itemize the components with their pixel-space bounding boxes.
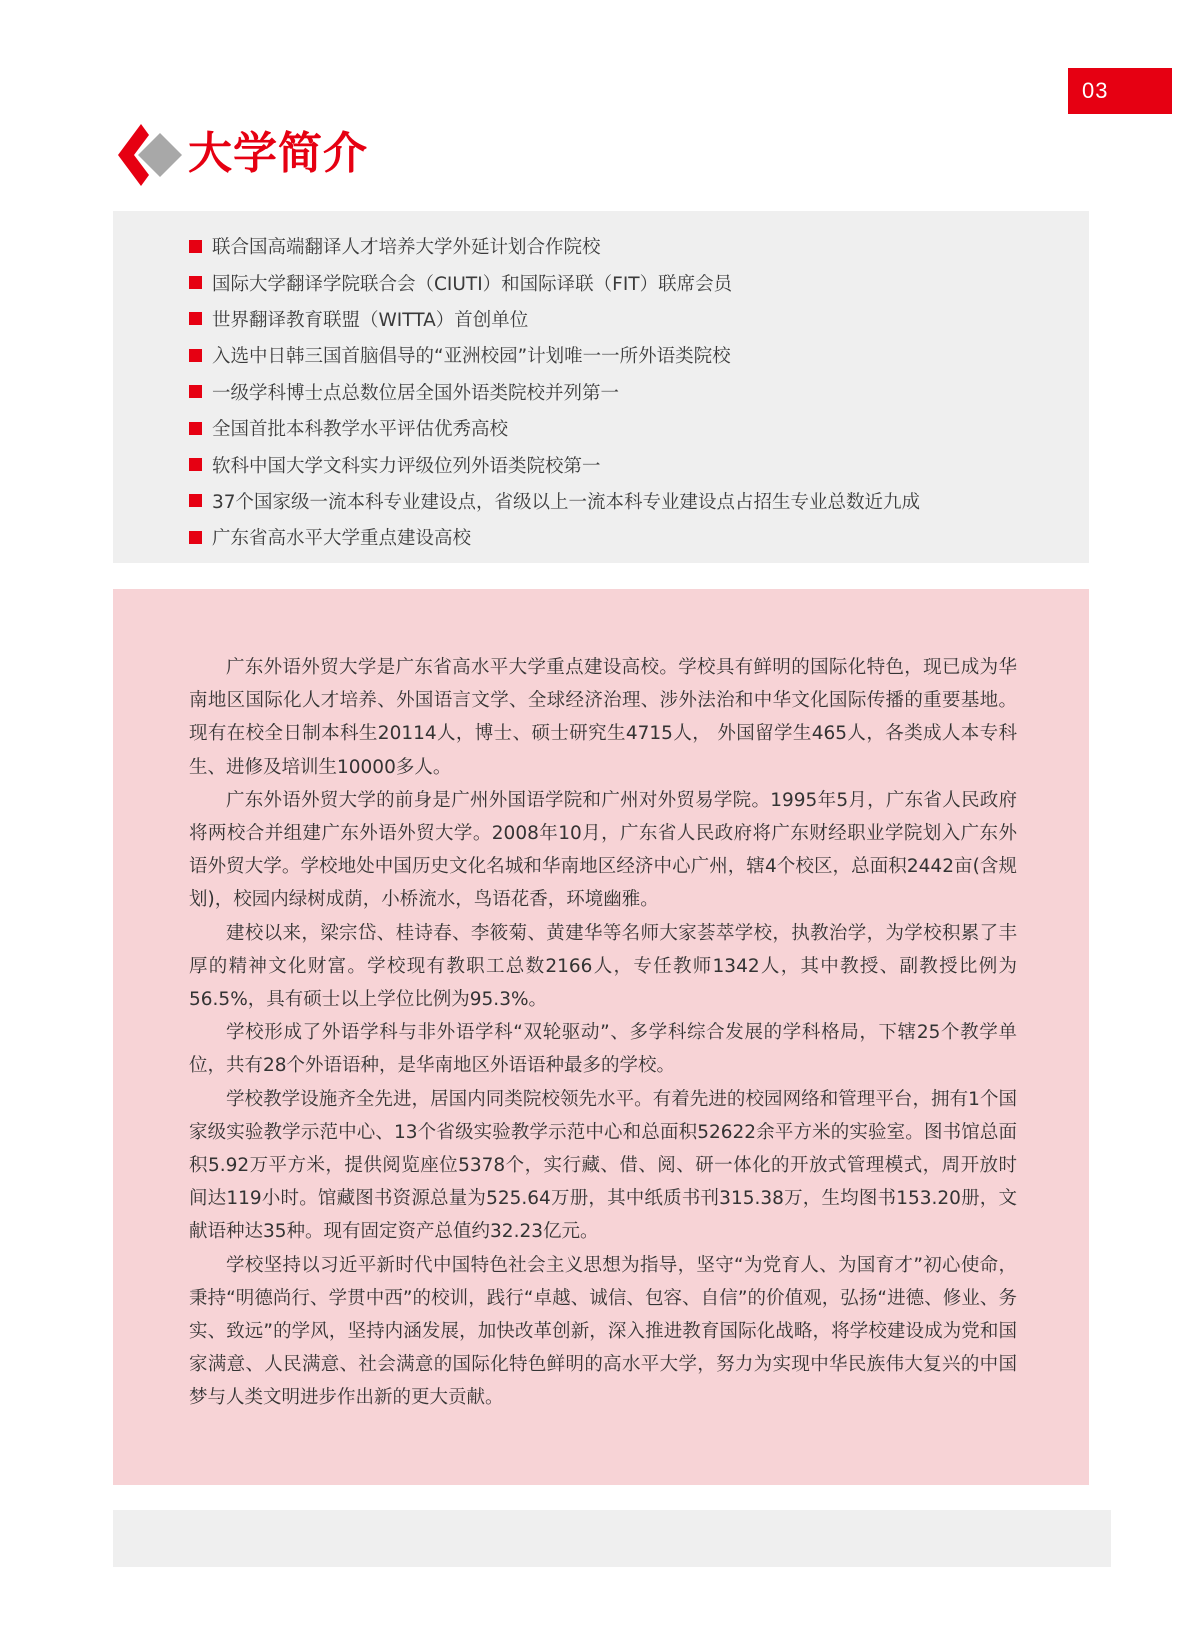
highlight-text: 一级学科博士点总数位居全国外语类院校并列第一	[212, 382, 620, 404]
square-bullet-icon	[189, 458, 202, 471]
square-bullet-icon	[189, 240, 202, 253]
highlight-item	[189, 410, 1089, 446]
highlight-item	[189, 264, 1089, 300]
page-number: 03	[1068, 68, 1172, 114]
highlight-item	[189, 483, 1089, 519]
square-bullet-icon	[189, 494, 202, 507]
intro-paragraph: 广东外语外贸大学是广东省高水平大学重点建设高校。学校具有鲜明的国际化特色，现已成为华南地区国际化人才培养、外国语言文学、全球经济治理、涉外法治和中华文化国际传播的重要基地。现有在校全日制本科生20114人，博士、硕士研究生4715人， 外国留学生465人，各类成人本专科生、进修及培训生10000多人。	[189, 657, 1017, 778]
highlight-item	[189, 337, 1089, 373]
highlight-text: 37个国家级一流本科专业建设点，省级以上一流本科专业建设点占招生专业总数近九成	[212, 491, 921, 513]
diamond-logo-icon	[118, 124, 182, 186]
intro-paragraph: 学校形成了外语学科与非外语学科“双轮驱动”、多学科综合发展的学科格局，下辖25个教学单位，共有28个外语语种，是华南地区外语语种最多的学校。	[189, 1022, 1017, 1077]
highlight-item	[189, 519, 1089, 555]
highlight-item	[189, 374, 1089, 410]
highlight-text: 广东省高水平大学重点建设高校	[212, 528, 472, 550]
square-bullet-icon	[189, 349, 202, 362]
footer-band	[113, 1510, 1111, 1567]
highlights-list	[189, 228, 1089, 556]
highlight-text: 世界翻译教育联盟（WITTA）首创单位	[212, 309, 529, 331]
highlight-text: 联合国高端翻译人才培养大学外延计划合作院校	[212, 237, 601, 259]
intro-paragraph: 学校坚持以习近平新时代中国特色社会主义思想为指导，坚守“为党育人、为国育才”初心使命，秉持“明德尚行、学贯中西”的校训，践行“卓越、诚信、包容、自信”的价值观，弘扬“进德、修业、务实、致远”的学风，坚持内涵发展，加快改革创新，深入推进教育国际化战略，将学校建设成为党和国家满意、人民满意、社会满意的国际化特色鲜明的高水平大学，努力为实现中华民族伟大复兴的中国梦与人类文明进步作出新的更大贡献。	[189, 1254, 1017, 1409]
intro-paragraph: 学校教学设施齐全先进，居国内同类院校领先水平。有着先进的校园网络和管理平台，拥有1个国家级实验教学示范中心、13个省级实验教学示范中心和总面积52622余平方米的实验室。图书馆总面积5.92万平方米，提供阅览座位5378个，实行藏、借、阅、研一体化的开放式管理模式，周开放时间达119小时。馆藏图书资源总量为525.64万册，其中纸质书刊315.38万，生均图书153.20册，文献语种达35种。现有固定资产总值约32.23亿元。	[189, 1088, 1017, 1243]
square-bullet-icon	[189, 276, 202, 289]
highlight-text: 软科中国大学文科实力评级位列外语类院校第一	[212, 455, 601, 477]
highlight-text: 国际大学翻译学院联合会（CIUTI）和国际译联（FIT）联席会员	[212, 273, 733, 295]
intro-panel	[113, 589, 1089, 1485]
square-bullet-icon	[189, 422, 202, 435]
highlight-text: 入选中日韩三国首脑倡导的“亚洲校园”计划唯一一所外语类院校	[212, 346, 731, 368]
highlight-text: 全国首批本科教学水平评估优秀高校	[212, 419, 509, 441]
highlight-item	[189, 228, 1089, 264]
square-bullet-icon	[189, 385, 202, 398]
square-bullet-icon	[189, 312, 202, 325]
square-bullet-icon	[189, 531, 202, 544]
highlight-item	[189, 446, 1089, 482]
highlights-panel	[113, 211, 1089, 563]
intro-paragraph: 广东外语外贸大学的前身是广州外国语学院和广州对外贸易学院。1995年5月，广东省人民政府将两校合并组建广东外语外贸大学。2008年10月，广东省人民政府将广东财经职业学院划入广东外语外贸大学。学校地处中国历史文化名城和华南地区经济中心广州，辖4个校区，总面积2442亩(含规划)，校园内绿树成荫，小桥流水，鸟语花香，环境幽雅。	[189, 789, 1017, 911]
highlight-item	[189, 301, 1089, 337]
intro-paragraph: 建校以来，梁宗岱、桂诗春、李筱菊、黄建华等名师大家荟萃学校，执教治学，为学校积累了丰厚的精神文化财富。学校现有教职工总数2166人，专任教师1342人，其中教授、副教授比例为56.5%，具有硕士以上学位比例为95.3%。	[189, 922, 1017, 1011]
page-title: 大学简介	[188, 128, 368, 179]
